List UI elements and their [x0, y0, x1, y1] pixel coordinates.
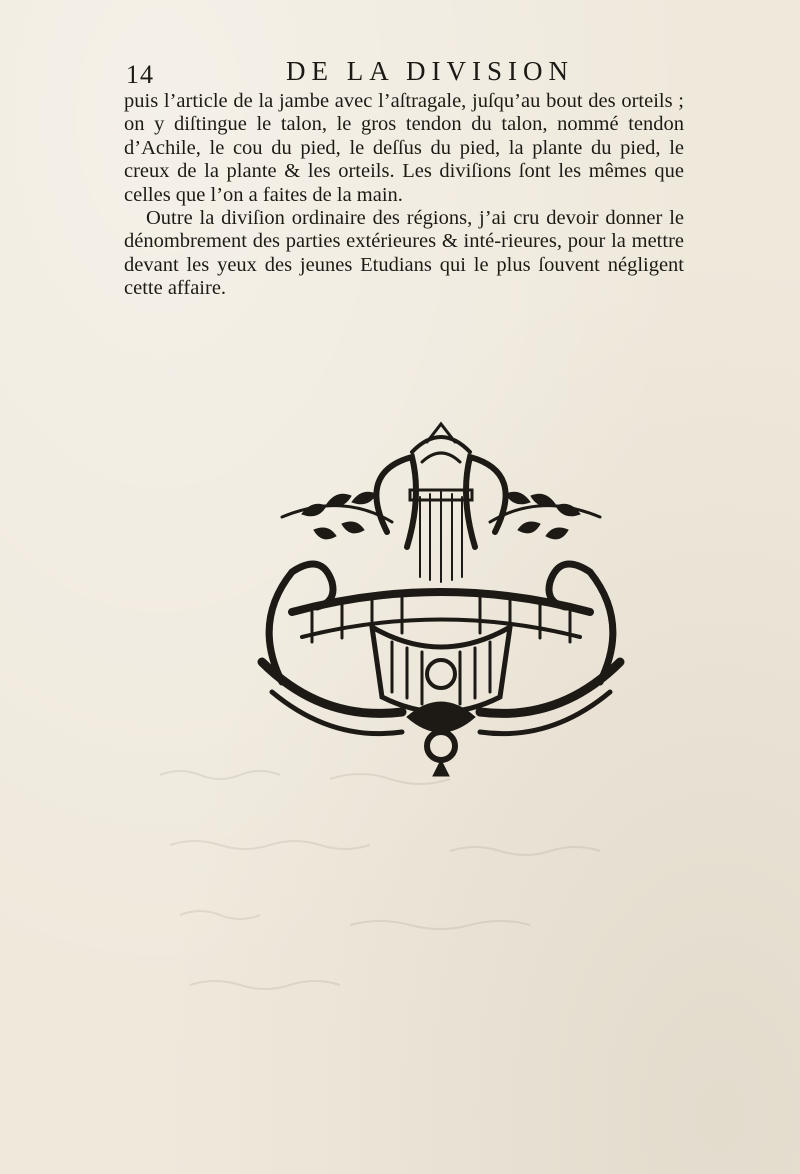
- page-number: 14: [126, 60, 154, 89]
- decorative-vignette-lyre-icon: [222, 412, 660, 784]
- bleed-through-texture: [150, 755, 710, 1015]
- body-text: [124, 90, 684, 301]
- paragraph-continuation: puis l’article de la jambe avec l’aſtragale, juſqu’au bout des orteils ; on y diſtingue le talon, le gros tendon du talon, nommé tendon d’Achile, le cou du pied, le deſſus du pied, la plante du pied, le creux de la plante & les orteils. Les diviſions ſont les mêmes que celles que l’on a faites de la main.: [124, 90, 684, 206]
- running-head: [126, 56, 686, 92]
- paragraph-outre: Outre la diviſion ordinaire des régions, j’ai cru devoir donner le dénombrement des parties extérieures & inté-rieures, pour la mettre devant les yeux des jeunes Etudians qui le plus ſouvent négligent cette affaire.: [124, 207, 684, 300]
- running-title: DE LA DIVISION: [286, 56, 574, 86]
